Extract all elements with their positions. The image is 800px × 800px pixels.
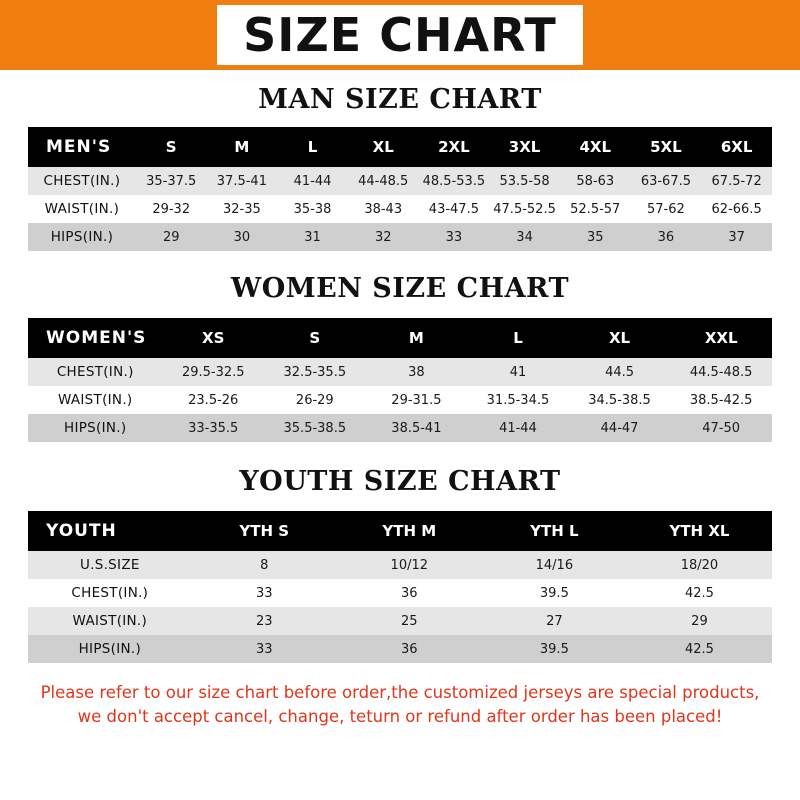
cell: 47-50: [670, 414, 772, 442]
table-man-col-0: S: [136, 127, 207, 167]
cell: 44-48.5: [348, 167, 419, 195]
cell: 35.5-38.5: [264, 414, 366, 442]
table-man-col-1: M: [207, 127, 278, 167]
header-band-right: [738, 0, 800, 70]
table-man-col-3: XL: [348, 127, 419, 167]
table-row: [28, 579, 772, 607]
cell: 33: [192, 579, 337, 607]
table-women-sizes: [28, 318, 772, 442]
cell: 44-47: [569, 414, 671, 442]
cell: 38: [366, 358, 468, 386]
table-row: [28, 127, 772, 167]
table-row: [28, 195, 772, 223]
cell: 34: [489, 223, 560, 251]
table-women-col-3: L: [467, 318, 569, 358]
table-man-col-4: 2XL: [419, 127, 490, 167]
cell: 29: [136, 223, 207, 251]
table-women-body: [28, 358, 772, 442]
table-man-col-7: 5XL: [631, 127, 702, 167]
cell: 27: [482, 607, 627, 635]
footer-note-line-2: we don't accept cancel, change, teturn or refund after order has been placed!: [77, 706, 723, 726]
cell: 10/12: [337, 551, 482, 579]
table-youth-col-1: YTH M: [337, 511, 482, 551]
cell: 38.5-42.5: [670, 386, 772, 414]
table-youth-body: [28, 551, 772, 663]
table-youth-header: [28, 511, 772, 551]
cell: 25: [337, 607, 482, 635]
section-title-man: MAN SIZE CHART: [258, 84, 542, 115]
header-band: [0, 0, 800, 70]
table-man-corner-label: MEN'S: [28, 127, 136, 167]
cell: 32.5-35.5: [264, 358, 366, 386]
cell: 14/16: [482, 551, 627, 579]
section-title-women: WOMEN SIZE CHART: [230, 273, 570, 304]
cell: 29: [627, 607, 772, 635]
table-women-col-0: XS: [162, 318, 264, 358]
table-man-col-8: 6XL: [701, 127, 772, 167]
cell: 43-47.5: [419, 195, 490, 223]
cell: 39.5: [482, 579, 627, 607]
table-row: [28, 551, 772, 579]
cell: 53.5-58: [489, 167, 560, 195]
table-youth-col-0: YTH S: [192, 511, 337, 551]
cell: 33-35.5: [162, 414, 264, 442]
cell: 30: [207, 223, 278, 251]
section-title-youth: YOUTH SIZE CHART: [239, 466, 561, 497]
row-label: HIPS(IN.): [28, 635, 192, 663]
table-row: [28, 635, 772, 663]
cell: 57-62: [631, 195, 702, 223]
table-women-col-4: XL: [569, 318, 671, 358]
table-row: [28, 607, 772, 635]
table-women-corner-label: WOMEN'S: [28, 318, 162, 358]
section-man: [0, 84, 800, 251]
cell: 48.5-53.5: [419, 167, 490, 195]
cell: 52.5-57: [560, 195, 631, 223]
table-man-col-2: L: [277, 127, 348, 167]
cell: 18/20: [627, 551, 772, 579]
row-label: HIPS(IN.): [28, 414, 162, 442]
table-youth-corner-label: YOUTH: [28, 511, 192, 551]
cell: 34.5-38.5: [569, 386, 671, 414]
cell: 29-32: [136, 195, 207, 223]
footer-note-line-1: Please refer to our size chart before order,the customized jerseys are special products,: [40, 683, 760, 702]
row-label: WAIST(IN.): [28, 607, 192, 635]
cell: 32: [348, 223, 419, 251]
row-label: U.S.SIZE: [28, 551, 192, 579]
cell: 58-63: [560, 167, 631, 195]
table-youth-col-2: YTH L: [482, 511, 627, 551]
row-label: CHEST(IN.): [28, 579, 192, 607]
table-women-col-2: M: [366, 318, 468, 358]
cell: 36: [337, 579, 482, 607]
cell: 35: [560, 223, 631, 251]
row-label: CHEST(IN.): [28, 167, 136, 195]
row-label: HIPS(IN.): [28, 223, 136, 251]
table-row: [28, 223, 772, 251]
cell: 44.5-48.5: [670, 358, 772, 386]
cell: 29-31.5: [366, 386, 468, 414]
section-youth: [0, 466, 800, 663]
cell: 8: [192, 551, 337, 579]
cell: 44.5: [569, 358, 671, 386]
cell: 31.5-34.5: [467, 386, 569, 414]
cell: 38-43: [348, 195, 419, 223]
cell: 42.5: [627, 579, 772, 607]
cell: 31: [277, 223, 348, 251]
table-man-col-5: 3XL: [489, 127, 560, 167]
table-women-col-1: S: [264, 318, 366, 358]
row-label: WAIST(IN.): [28, 386, 162, 414]
cell: 67.5-72: [701, 167, 772, 195]
cell: 42.5: [627, 635, 772, 663]
table-man-header: [28, 127, 772, 167]
cell: 33: [192, 635, 337, 663]
cell: 36: [631, 223, 702, 251]
table-row: [28, 414, 772, 442]
cell: 39.5: [482, 635, 627, 663]
cell: 37: [701, 223, 772, 251]
table-women-header: [28, 318, 772, 358]
cell: 35-37.5: [136, 167, 207, 195]
table-man-sizes: [28, 127, 772, 251]
cell: 23.5-26: [162, 386, 264, 414]
row-label: CHEST(IN.): [28, 358, 162, 386]
table-row: [28, 511, 772, 551]
table-man-body: [28, 167, 772, 251]
table-women-col-5: XXL: [670, 318, 772, 358]
cell: 33: [419, 223, 490, 251]
table-row: [28, 318, 772, 358]
table-row: [28, 358, 772, 386]
footer-note: [0, 681, 800, 729]
table-row: [28, 386, 772, 414]
table-youth-sizes: [28, 511, 772, 663]
page-title: SIZE CHART: [217, 5, 583, 65]
cell: 26-29: [264, 386, 366, 414]
cell: 36: [337, 635, 482, 663]
cell: 63-67.5: [631, 167, 702, 195]
table-man-col-6: 4XL: [560, 127, 631, 167]
cell: 35-38: [277, 195, 348, 223]
cell: 23: [192, 607, 337, 635]
row-label: WAIST(IN.): [28, 195, 136, 223]
cell: 29.5-32.5: [162, 358, 264, 386]
cell: 37.5-41: [207, 167, 278, 195]
cell: 41-44: [277, 167, 348, 195]
section-women: [0, 273, 800, 442]
table-row: [28, 167, 772, 195]
table-youth-col-3: YTH XL: [627, 511, 772, 551]
cell: 32-35: [207, 195, 278, 223]
cell: 62-66.5: [701, 195, 772, 223]
cell: 47.5-52.5: [489, 195, 560, 223]
cell: 41-44: [467, 414, 569, 442]
cell: 38.5-41: [366, 414, 468, 442]
header-band-left: [0, 0, 62, 70]
cell: 41: [467, 358, 569, 386]
